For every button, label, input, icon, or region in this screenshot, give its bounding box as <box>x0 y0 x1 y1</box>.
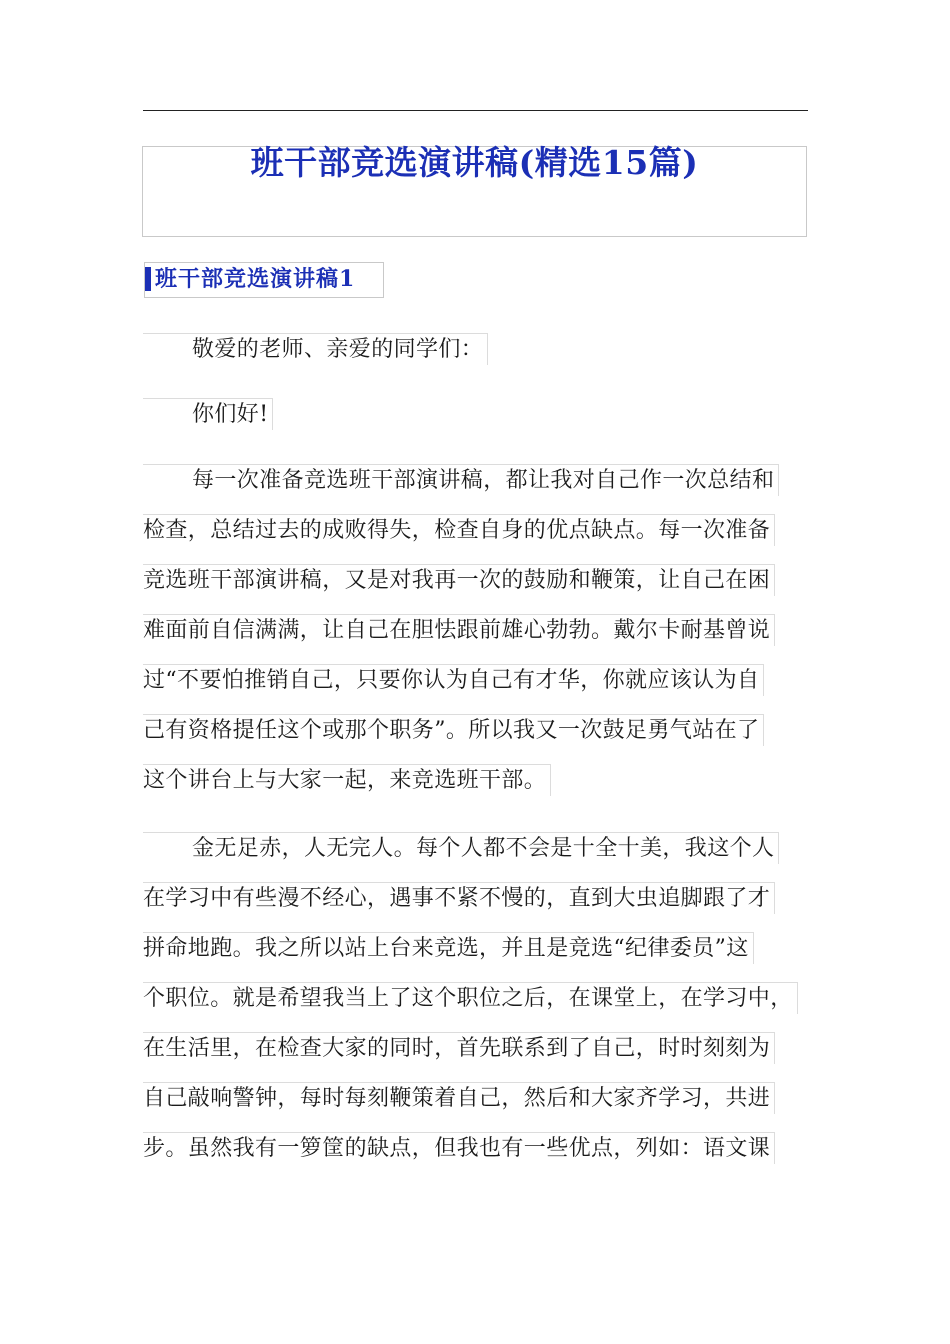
paragraph-line: 步。虽然我有一箩筐的缺点，但我也有一些优点，列如：语文课 <box>143 1132 775 1164</box>
paragraph-line: 难面前自信满满，让自己在胆怯跟前雄心勃勃。戴尔卡耐基曾说 <box>143 614 775 646</box>
hello-line: 你们好! <box>143 398 273 430</box>
heading-marker <box>145 267 151 291</box>
paragraph-line: 金无足赤，人无完人。每个人都不会是十全十美，我这个人 <box>143 832 779 864</box>
paragraph-line: 过“不要怕推销自己，只要你认为自己有才华，你就应该认为自 <box>143 664 764 696</box>
paragraph-line: 在生活里，在检查大家的同时，首先联系到了自己，时时刻刻为 <box>143 1032 775 1064</box>
paragraph-line: 这个讲台上与大家一起，来竞选班干部。 <box>143 764 551 796</box>
paragraph-line: 己有资格提任这个或那个职务”。所以我又一次鼓足勇气站在了 <box>143 714 764 746</box>
paragraph-line: 个职位。就是希望我当上了这个职位之后，在课堂上，在学习中， <box>143 982 798 1014</box>
section-heading: 班干部竞选演讲稿1 <box>155 266 356 292</box>
paragraph-line: 自己敲响警钟，每时每刻鞭策着自己，然后和大家齐学习，共进 <box>143 1082 775 1114</box>
paragraph-line: 竞选班干部演讲稿，又是对我再一次的鼓励和鞭策，让自己在困 <box>143 564 775 596</box>
paragraph-line: 每一次准备竞选班干部演讲稿，都让我对自己作一次总结和 <box>143 464 779 496</box>
paragraph-line: 在学习中有些漫不经心，遇事不紧不慢的，直到大虫追脚跟了才 <box>143 882 775 914</box>
header-rule <box>143 110 808 111</box>
document-title: 班干部竞选演讲稿(精选15篇) <box>250 143 699 182</box>
paragraph-line: 拼命地跑。我之所以站上台来竞选，并且是竞选“纪律委员”这 <box>143 932 754 964</box>
paragraph-line: 检查，总结过去的成败得失，检查自身的优点缺点。每一次准备 <box>143 514 775 546</box>
greeting-line: 敬爱的老师、亲爱的同学们： <box>143 333 488 365</box>
